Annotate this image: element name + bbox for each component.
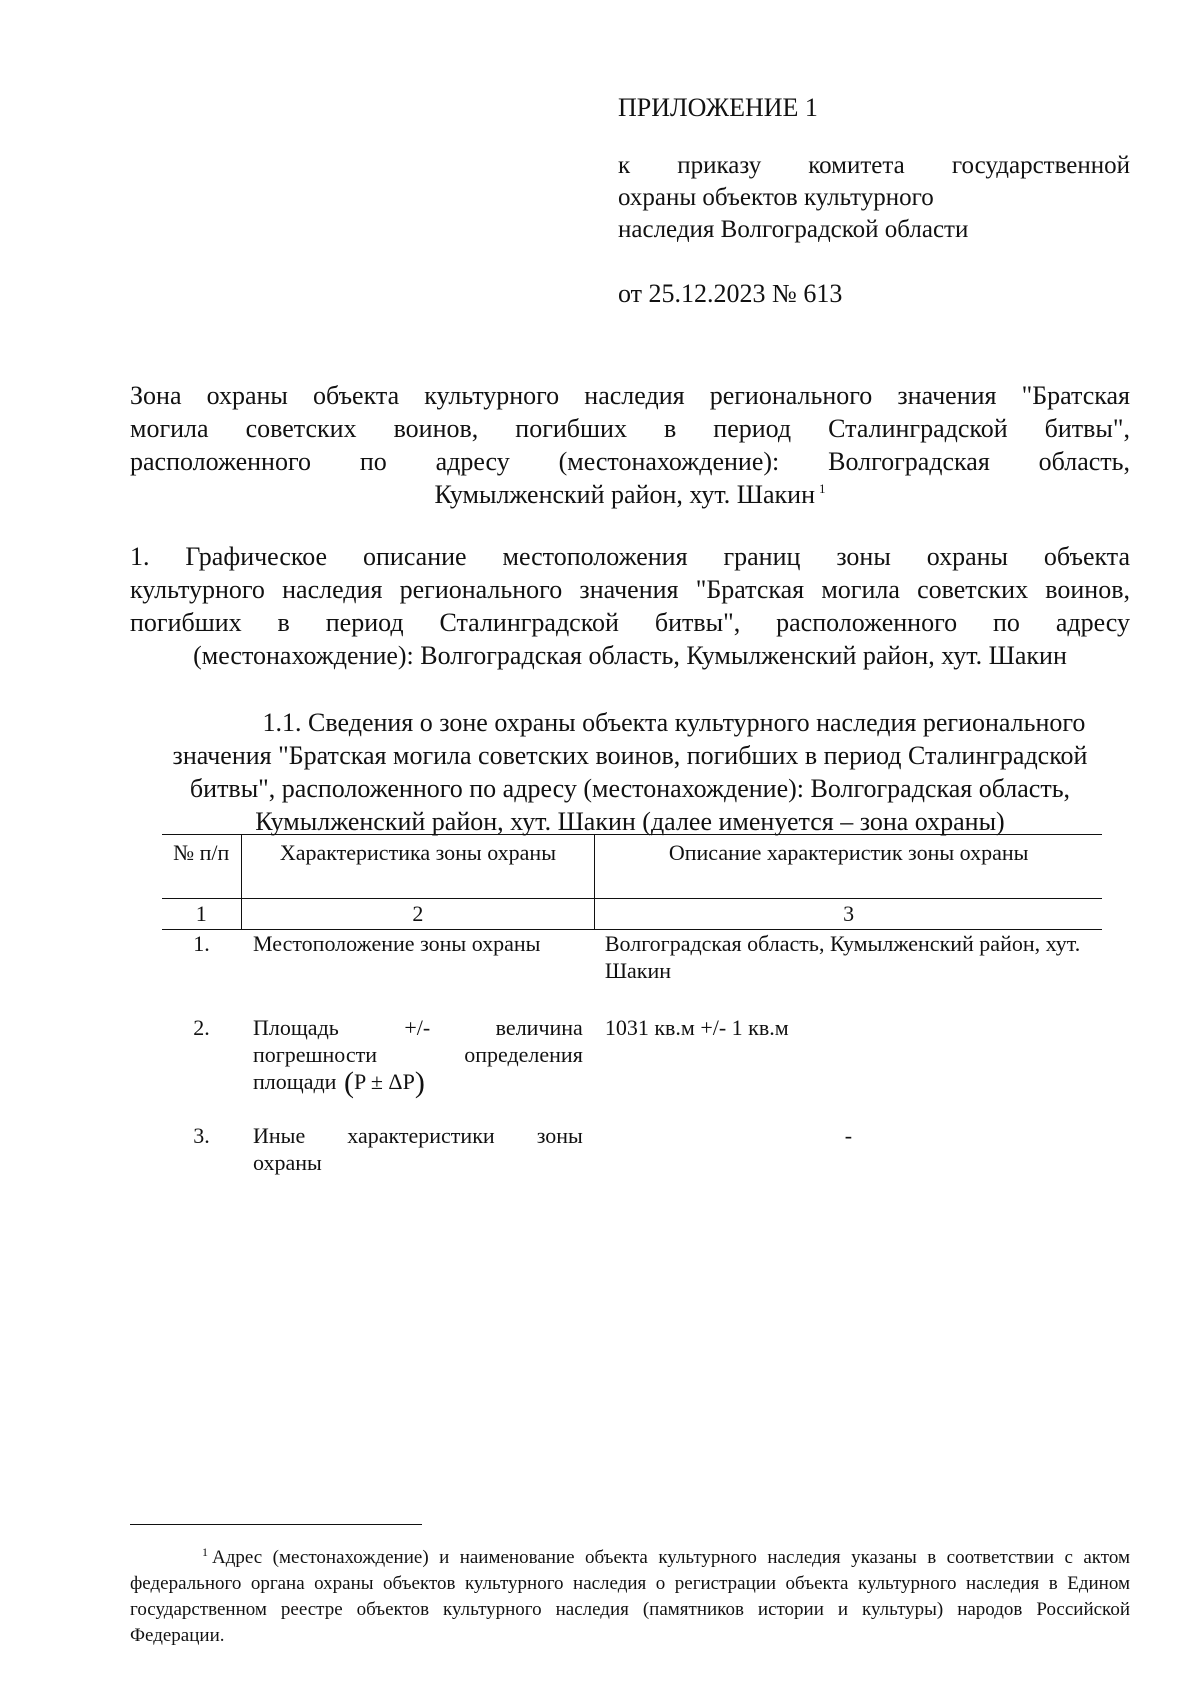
table-row bbox=[162, 1122, 1102, 1182]
section11-line: битвы", расположенного по адресу (местонахождение): Волгоградская область, bbox=[189, 774, 1071, 803]
column-number: 3 bbox=[595, 899, 1102, 930]
section-1-heading bbox=[130, 540, 1130, 672]
appendix-ref-line: к приказу комитета государственной bbox=[618, 152, 1130, 179]
row-description: Волгоградская область, Кумылженский район, хут. Шакин bbox=[604, 931, 1081, 983]
footnote-last-line: Федерации. bbox=[130, 1625, 225, 1646]
row-characteristic bbox=[241, 1122, 595, 1182]
section11-line: значения "Братская могила советских воинов, погибших в период Сталинградской bbox=[172, 741, 1088, 770]
footnote-line bbox=[130, 1545, 1130, 1571]
section1-line: 1. Графическое описание местоположения границ зоны охраны объекта bbox=[130, 542, 1130, 571]
footnote bbox=[130, 1545, 1130, 1649]
characteristic-line: погрешности определения bbox=[253, 1042, 583, 1067]
characteristic-line-with-formula bbox=[253, 1066, 583, 1099]
row-description: 1031 кв.м +/- 1 кв.м bbox=[604, 1015, 789, 1040]
appendix-title: ПРИЛОЖЕНИЕ 1 bbox=[618, 93, 818, 122]
section11-line: Кумылженский район, хут. Шакин (далее именуется – зона охраны) bbox=[255, 807, 1005, 836]
characteristic-line: охраны bbox=[253, 1150, 322, 1175]
title-line: расположенного по адресу (местонахождение): Волгоградская область, bbox=[130, 447, 1130, 476]
row-characteristic bbox=[241, 1014, 595, 1122]
appendix-order-date: от 25.12.2023 № 613 bbox=[618, 279, 843, 308]
section-1-1-heading bbox=[130, 706, 1130, 838]
section1-last-line: (местонахождение): Волгоградская область, Кумылженский район, хут. Шакин bbox=[193, 641, 1067, 670]
characteristic-line: Площадь +/- величина bbox=[253, 1015, 583, 1040]
footnote-text: Адрес (местонахождение) и наименование объекта культурного наследия указаны в соответствии с актом bbox=[212, 1547, 1130, 1568]
appendix-ref-line: наследия Волгоградской области bbox=[618, 216, 969, 243]
row-number: 3. bbox=[193, 1123, 210, 1148]
table-row bbox=[162, 1014, 1102, 1122]
footnote-line: государственном реестре объектов культурного наследия (памятников истории и культуры) народов Российской bbox=[130, 1599, 1130, 1620]
footnote-mark: 1 bbox=[202, 1544, 208, 1559]
row-description: - bbox=[844, 1123, 853, 1148]
footnote-separator bbox=[130, 1524, 422, 1525]
header-description: Описание характеристик зоны охраны bbox=[595, 835, 1102, 899]
table-header-row bbox=[162, 835, 1102, 899]
title-last-text: Кумылженский район, хут. Шакин bbox=[434, 480, 816, 509]
appendix-ref-line: охраны объектов культурного bbox=[618, 184, 934, 211]
section11-first-line: 1.1. Сведения о зоне охраны объекта культурного наследия регионального bbox=[262, 708, 1086, 737]
appendix-order-reference bbox=[618, 150, 1130, 246]
row-number: 1. bbox=[193, 931, 210, 956]
table-row bbox=[162, 930, 1102, 1015]
title-line: могила советских воинов, погибших в период Сталинградской битвы", bbox=[130, 414, 1130, 443]
header-characteristic: Характеристика зоны охраны bbox=[241, 835, 595, 899]
column-number: 2 bbox=[241, 899, 595, 930]
characteristic-line: Иные характеристики зоны bbox=[253, 1123, 583, 1148]
footnote-line: федерального органа охраны объектов культурного наследия о регистрации объекта культурного наследия в Едином bbox=[130, 1573, 1130, 1594]
document-title bbox=[130, 379, 1130, 511]
section1-line: культурного наследия регионального значения "Братская могила советских воинов, bbox=[130, 575, 1130, 604]
footnote-reference: 1 bbox=[819, 481, 826, 497]
column-number-row bbox=[162, 899, 1102, 930]
row-number: 2. bbox=[193, 1015, 210, 1040]
title-line: Зона охраны объекта культурного наследия регионального значения "Братская bbox=[130, 381, 1130, 410]
column-number: 1 bbox=[162, 899, 241, 930]
zone-characteristics-table bbox=[162, 834, 1102, 1182]
row-characteristic: Местоположение зоны охраны bbox=[253, 931, 541, 956]
title-last-line bbox=[130, 478, 1130, 511]
characteristic-line: площади bbox=[253, 1069, 337, 1094]
area-formula-text: P ± ΔP bbox=[353, 1069, 415, 1094]
header-number: № п/п bbox=[162, 835, 241, 899]
section1-line: погибших в период Сталинградской битвы", расположенного по адресу bbox=[130, 608, 1130, 637]
area-formula: (P ± ΔP) bbox=[343, 1066, 425, 1099]
